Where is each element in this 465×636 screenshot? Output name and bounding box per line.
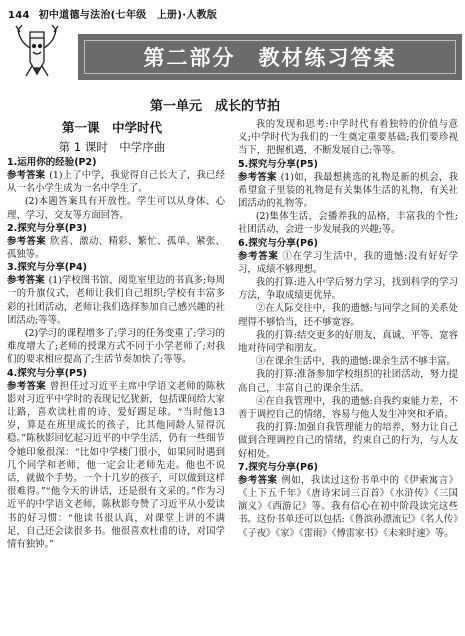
- answer-paragraph: 参考答案 例如，我读过这份书单中的《伊索寓言》《上下五千年》《唐诗宋词三百首》《水浒传》《三国演义》《西游记》等。我有信心在初中阶段读完这些书。这份书单还可以包括:《鲁滨孙漂流记》《名人传》《子夜》《家》《雷雨》《傅雷家书》《未来时速》等。: [238, 474, 458, 539]
- answer-label: 参考答案: [238, 474, 278, 486]
- answer-paragraph: 我的打算:准备参加学校组织的社团活动，努力提高自己，丰富自己的课余生活。: [238, 369, 458, 394]
- answer-paragraph: 参考答案 曾担任过习近平主席中学语文老师的陈秋影对习近平中学时的表现记忆犹新，包括课间给大家让路，喜欢读杜甫的诗、爱好踢足球。“当时他13岁，算是在班里成长的孩子，比其他同龄人显得沉稳。”陈秋影回忆起习近平的中学生活，仍有一些细节令她印象很深：“比如中学楼门很小，如果同时遇到几个同学和老师，他一定会让老师先走。他也不说话，就做个手势。一个十几岁的孩子，可以做到这样很难得。”“他今天的讲话，还是很有文采的。”作为习近平的中学语文老师，陈秋影夸赞了习近平从小爱读书的好习惯：“他读书很认真，对课堂上讲的不满足，自己还会读很多书。他很喜欢杜甫的诗，对国学情有独钟。”: [7, 380, 225, 551]
- section-title: 4.探究与分享(P5): [7, 367, 87, 379]
- answer-label: 参考答案: [238, 171, 277, 183]
- answer-paragraph: 参考答案 ①在学习生活中，我的遗憾:没有好好学习，成绩不够理想。: [238, 250, 458, 275]
- answer-label: 参考答案: [7, 170, 46, 181]
- section-title: 5.探究与分享(P5): [238, 158, 318, 170]
- answer-label: 参考答案: [7, 380, 46, 392]
- answer-label: 参考答案: [7, 235, 46, 247]
- answer-paragraph: ③在课余生活中，我的遗憾:课余生活不够丰富。: [255, 356, 456, 368]
- answer-paragraph: (2)集体生活，会播养我的品格，丰富我的个性;社团活动，会进一步发展我的兴趣;等。: [238, 211, 458, 236]
- left-column: [7, 118, 225, 551]
- part-banner: [78, 34, 462, 80]
- answer-label: 参考答案: [7, 275, 45, 287]
- lesson-title: 第一课 中学时代: [61, 120, 162, 135]
- answer-paragraph: ②在人际交往中，我的遗憾:与同学之间的关系处理得不够恰当，还不够宽容。: [238, 303, 458, 328]
- answer-paragraph: 参考答案 欣喜、激动、精彩、繁忙、孤单、紧张、孤独等。: [7, 235, 225, 261]
- page-number: 144: [8, 10, 30, 21]
- book-title: 初中道德与法治(七年级 上册)·人教版: [38, 10, 218, 21]
- answer-paragraph: 参考答案 (1)学校图书馆、阅览室里边的书真多;每周一的升旗仪式，老师让我们自己组织;学校有丰富多彩的社团活动，老师让我们选择参加自己感兴趣的社团活动;等等。: [7, 275, 225, 326]
- answer-paragraph: (2)本题答案具有开放性。学生可以从身体、心理、学习、交友等方面回答。: [7, 196, 225, 221]
- answer-paragraph: 我的打算:结交更多的好朋友，真诚、平等、宽容地对待同学和朋友。: [238, 329, 458, 355]
- answer-paragraph: 我的打算:加强自我管理能力的培养，努力让自己做到合理调控自己的情绪，约束自己的行为，与人友好相处。: [238, 422, 458, 460]
- answer-paragraph: 参考答案 (1)上了中学，我觉得自己长大了，我已经从一名小学生成为一名中学生了。: [7, 170, 225, 195]
- section-title: 1.运用你的经验(P2): [7, 157, 97, 168]
- section-title: 2.探究与分享(P3): [7, 222, 87, 234]
- unit-title: 第一单元 成长的节拍: [150, 99, 281, 114]
- answer-paragraph: (2)学习的课程增多了;学习的任务变重了;学习的难度增大了;老师的授课方式不同于小学老师了;对我们的要求相应提高了;生活节奏加快了;等等。: [7, 328, 225, 366]
- answer-paragraph: 我的发现和思考:中学时代有着独特的价值与意义;中学时代为我们的一生奠定重要基础;我们要珍视当下，把握机遇，不断发展自己;等等。: [238, 119, 458, 157]
- section-title: 3.探究与分享(P4): [7, 262, 87, 274]
- running-head: [8, 6, 217, 21]
- lesson-subtitle: 第 1 课时 中学序曲: [58, 140, 166, 154]
- answer-label: 参考答案: [238, 250, 279, 262]
- pencil-mascot-icon: [8, 22, 66, 80]
- answer-paragraph: 我的打算:进入中学后努力学习，找到科学的学习方法，争取成绩更优异。: [238, 277, 458, 302]
- part-title: 第二部分 教材练习答案: [143, 46, 397, 70]
- section-title: 7.探究与分享(P6): [238, 461, 318, 473]
- section-title: 6.探究与分享(P6): [238, 237, 318, 249]
- answer-paragraph: 参考答案 (1)如，我最想挑选的礼物是新的机会，我希望盒子里装的礼物是有关集体生活的礼物，有关社团活动的礼物等。: [238, 171, 458, 210]
- answer-paragraph: ④在自我管理中，我的遗憾:自我约束能力差，不善于调控自己的情绪，容易与他人发生冲突和矛盾。: [238, 395, 458, 421]
- right-column: [238, 118, 458, 540]
